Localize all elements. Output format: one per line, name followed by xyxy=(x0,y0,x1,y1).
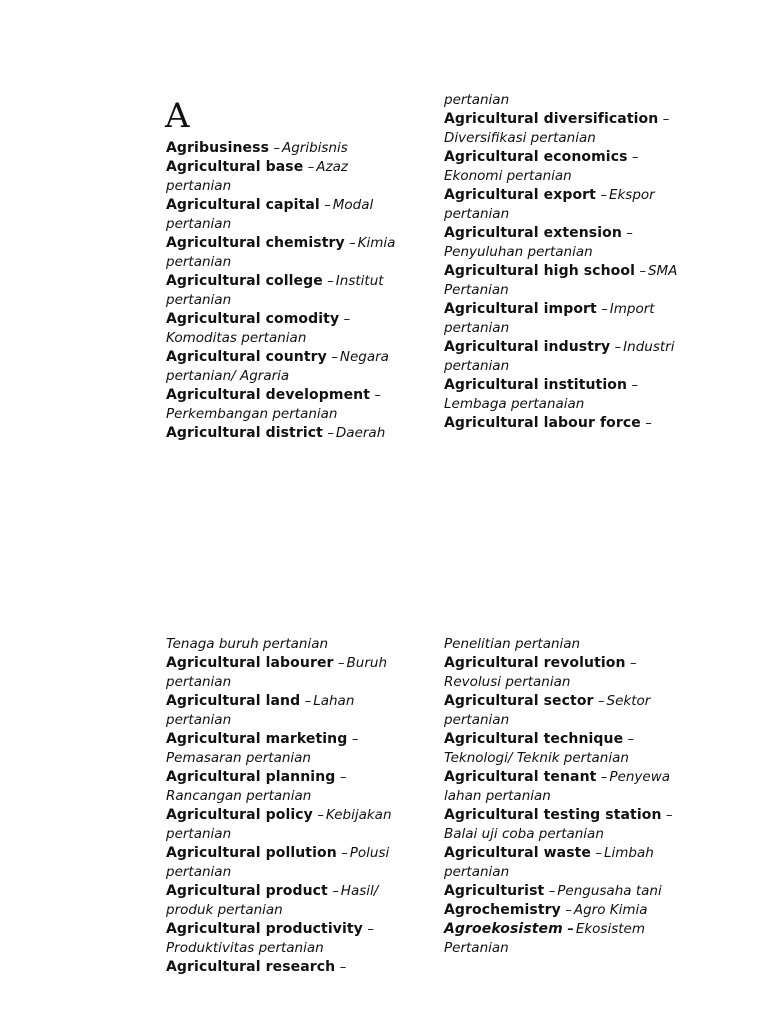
entry-term: Agricultural planning xyxy=(166,769,336,785)
entry-term: Agricultural labourer xyxy=(166,655,334,671)
entry-separator: – xyxy=(317,808,324,823)
glossary-entry xyxy=(166,958,406,977)
entry-term: Agricultural development xyxy=(166,387,371,403)
entry-continuation xyxy=(444,91,694,110)
entry-term: Agricultural college xyxy=(166,273,323,289)
entry-gloss: Produktivitas pertanian xyxy=(166,940,324,956)
entry-separator: – xyxy=(614,340,622,355)
entry-separator: – xyxy=(567,922,574,937)
entry-term: Agricultural research xyxy=(166,959,336,975)
entry-gloss: Lembaga pertanaian xyxy=(444,396,585,412)
glossary-entry xyxy=(444,882,694,901)
entry-gloss: Kebijakan pertanian xyxy=(166,807,392,842)
entry-term: Agriculturist xyxy=(444,883,545,899)
entry-gloss: Ekonomi pertanian xyxy=(444,168,572,184)
entry-gloss: pertanian xyxy=(444,92,510,108)
entry-gloss: Industri pertanian xyxy=(444,339,675,374)
entry-separator: – xyxy=(324,198,331,213)
entry-gloss: Kimia pertanian xyxy=(166,235,396,270)
entry-term: Agrochemistry xyxy=(444,902,561,918)
entry-term: Agricultural base xyxy=(166,159,304,175)
entry-gloss: Pemasaran pertanian xyxy=(166,750,311,766)
entry-separator: – xyxy=(565,903,572,918)
entry-gloss: Lahan pertanian xyxy=(166,693,355,728)
entry-term: Agricultural waste xyxy=(444,845,592,861)
entry-separator: – xyxy=(630,656,637,671)
entry-separator: – xyxy=(332,884,339,899)
glossary-entry xyxy=(166,348,406,386)
entry-separator: – xyxy=(598,694,605,709)
entry-term: Agricultural high school xyxy=(444,263,635,279)
entry-separator: – xyxy=(645,416,652,431)
entry-term: Agricultural comodity xyxy=(166,311,340,327)
glossary-entry xyxy=(166,272,406,310)
entry-term: Agricultural revolution xyxy=(444,655,626,671)
entry-gloss: Ekosistem Pertanian xyxy=(444,921,645,956)
entry-separator: – xyxy=(327,274,334,289)
entry-gloss: Negara pertanian/ Agraria xyxy=(166,349,389,384)
glossary-entry xyxy=(166,310,406,348)
entry-term: Agricultural product xyxy=(166,883,328,899)
entry-separator: – xyxy=(627,732,635,747)
glossary-entry xyxy=(444,414,694,433)
glossary-entry xyxy=(444,806,694,844)
entry-term: Agribusiness xyxy=(166,140,270,156)
glossary-entry xyxy=(166,920,406,958)
entry-separator: – xyxy=(273,141,280,156)
entry-term: Agricultural industry xyxy=(444,339,611,355)
entry-separator: – xyxy=(631,378,638,393)
entry-gloss: Balai uji coba pertanian xyxy=(444,826,604,842)
entry-gloss: Sektor pertanian xyxy=(444,693,651,728)
entry-continuation xyxy=(444,635,694,654)
glossary-entry xyxy=(444,110,694,148)
entry-gloss: Hasil/ produk pertanian xyxy=(166,883,379,918)
entry-gloss: Penelitian pertanian xyxy=(444,636,581,652)
entry-separator: – xyxy=(600,188,607,203)
entry-term: Agroekosistem xyxy=(444,921,563,937)
glossary-entry xyxy=(444,148,694,186)
entry-gloss: Rancangan pertanian xyxy=(166,788,312,804)
entry-term: Agricultural testing station xyxy=(444,807,662,823)
glossary-entry xyxy=(166,386,406,424)
entry-gloss: Ekspor pertanian xyxy=(444,187,655,222)
entry-term: Agricultural marketing xyxy=(166,731,348,747)
entry-gloss: Azaz pertanian xyxy=(166,159,348,194)
glossary-entry xyxy=(166,158,406,196)
glossary-entry xyxy=(444,768,694,806)
entry-gloss: Import pertanian xyxy=(444,301,655,336)
entry-term: Agricultural import xyxy=(444,301,597,317)
entry-separator: – xyxy=(307,160,315,175)
entry-gloss: Teknologi/ Teknik pertanian xyxy=(444,750,629,766)
entry-separator: – xyxy=(600,770,608,785)
entry-gloss: Revolusi pertanian xyxy=(444,674,571,690)
entry-separator: – xyxy=(341,846,348,861)
glossary-entry xyxy=(166,196,406,234)
entry-gloss: Tenaga buruh pertanian xyxy=(166,636,329,652)
entry-separator: – xyxy=(626,226,633,241)
entry-gloss: Institut pertanian xyxy=(166,273,384,308)
entry-gloss: Polusi pertanian xyxy=(166,845,390,880)
entry-term: Agricultural technique xyxy=(444,731,624,747)
entry-gloss: Buruh pertanian xyxy=(166,655,388,690)
glossary-entry xyxy=(444,901,694,920)
entry-separator: – xyxy=(339,770,347,785)
entry-continuation xyxy=(166,635,406,654)
glossary-entry xyxy=(166,654,406,692)
entry-term: Agricultural land xyxy=(166,693,301,709)
glossary-entry xyxy=(166,730,406,768)
glossary-entry xyxy=(166,139,406,158)
column-top-left xyxy=(166,139,406,443)
entry-separator: – xyxy=(665,808,673,823)
glossary-entry xyxy=(444,376,694,414)
entry-term: Agricultural institution xyxy=(444,377,628,393)
entry-separator: – xyxy=(349,236,356,251)
column-top-right xyxy=(444,91,694,433)
glossary-entry xyxy=(444,186,694,224)
entry-term: Agricultural capital xyxy=(166,197,320,213)
entry-term: Agricultural diversification xyxy=(444,111,659,127)
entry-separator: – xyxy=(304,694,312,709)
entry-gloss: Perkembangan pertanian xyxy=(166,406,338,422)
entry-separator: – xyxy=(351,732,359,747)
glossary-entry xyxy=(444,692,694,730)
entry-separator: – xyxy=(327,426,334,441)
entry-separator: – xyxy=(662,112,670,127)
entry-separator: – xyxy=(548,884,556,899)
glossary-entry xyxy=(166,882,406,920)
entry-term: Agricultural country xyxy=(166,349,327,365)
glossary-entry xyxy=(166,424,406,443)
entry-term: Agricultural tenant xyxy=(444,769,597,785)
entry-separator: – xyxy=(343,312,351,327)
glossary-entry xyxy=(444,920,694,958)
entry-separator: – xyxy=(367,922,374,937)
entry-separator: – xyxy=(631,150,639,165)
entry-separator: – xyxy=(639,264,646,279)
entry-term: Agricultural chemistry xyxy=(166,235,345,251)
entry-gloss: Pengusaha tani xyxy=(557,883,662,899)
entry-term: Agricultural pollution xyxy=(166,845,337,861)
entry-separator: – xyxy=(601,302,608,317)
glossary-entry xyxy=(444,654,694,692)
entry-gloss: Limbah pertanian xyxy=(444,845,654,880)
entry-term: Agricultural economics xyxy=(444,149,628,165)
glossary-entry xyxy=(166,806,406,844)
column-bottom-left xyxy=(166,635,406,977)
entry-gloss: Agro Kimia xyxy=(573,902,648,918)
entry-gloss: Komoditas pertanian xyxy=(166,330,307,346)
entry-term: Agricultural export xyxy=(444,187,596,203)
glossary-entry xyxy=(444,300,694,338)
entry-gloss: Penyuluhan pertanian xyxy=(444,244,593,260)
glossary-entry xyxy=(444,224,694,262)
glossary-entry xyxy=(166,692,406,730)
glossary-entry xyxy=(166,768,406,806)
column-bottom-right xyxy=(444,635,694,958)
entry-term: Agricultural productivity xyxy=(166,921,363,937)
entry-gloss: Agribisnis xyxy=(281,140,348,156)
entry-term: Agricultural extension xyxy=(444,225,622,241)
entry-gloss: Diversifikasi pertanian xyxy=(444,130,596,146)
glossary-entry xyxy=(444,338,694,376)
entry-separator: – xyxy=(374,388,381,403)
glossary-entry xyxy=(444,262,694,300)
entry-separator: – xyxy=(338,656,345,671)
entry-term: Agricultural sector xyxy=(444,693,594,709)
glossary-entry xyxy=(166,234,406,272)
entry-separator: – xyxy=(595,846,602,861)
entry-separator: – xyxy=(331,350,338,365)
glossary-entry xyxy=(444,844,694,882)
entry-gloss: Penyewa lahan pertanian xyxy=(444,769,671,804)
entry-gloss: Daerah xyxy=(335,425,386,441)
section-letter: A xyxy=(165,96,190,136)
entry-separator: – xyxy=(339,960,347,975)
entry-term: Agricultural labour force xyxy=(444,415,641,431)
entry-term: Agricultural district xyxy=(166,425,323,441)
entry-term: Agricultural policy xyxy=(166,807,313,823)
glossary-entry xyxy=(444,730,694,768)
entry-gloss: SMA Pertanian xyxy=(444,263,678,298)
entry-gloss: Modal pertanian xyxy=(166,197,374,232)
glossary-entry xyxy=(166,844,406,882)
